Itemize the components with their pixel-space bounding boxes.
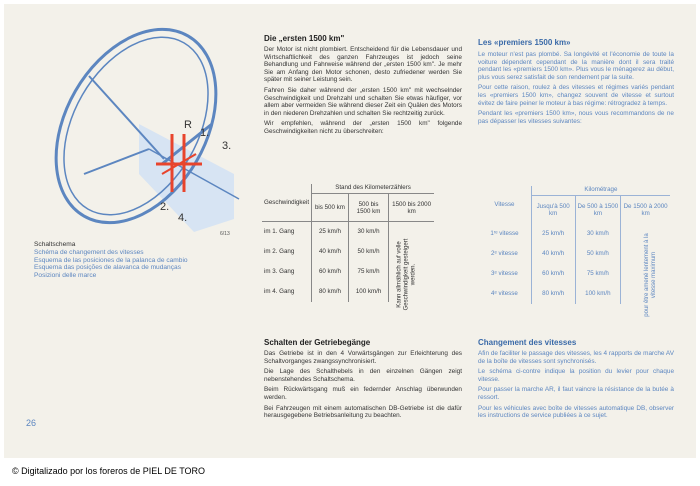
de-table-note: Kann allmählich auf volle Geschwindigkeit gesteigert werden. bbox=[396, 238, 417, 311]
page-number: 26 bbox=[26, 418, 37, 428]
caption-es: Esquema de las posiciones de la palanca de cambio bbox=[34, 256, 188, 264]
fr-speed-4-a: 80 km/h bbox=[531, 284, 575, 304]
figure-code: 6/13 bbox=[220, 231, 230, 236]
steering-wheel-illustration bbox=[44, 14, 244, 236]
fr-speed-3-b: 75 km/h bbox=[575, 264, 621, 284]
de-speed-2-b: 50 km/h bbox=[348, 242, 388, 262]
fr-shift-p2: Le schéma ci-contre indique la position du levier pour chaque vitesse. bbox=[478, 368, 674, 383]
fr-speed-4-b: 100 km/h bbox=[575, 284, 621, 304]
fr-speed-table bbox=[478, 186, 678, 326]
gear-label-2: 2. bbox=[160, 201, 170, 213]
footer-credit: © Digitalizado por los foreros de PIEL DE TORO bbox=[12, 466, 206, 476]
fr-shift-p4: Pour les véhicules avec boîte de vitesses automatique DB, observer les instructions de service publiées à ce sujet. bbox=[478, 404, 674, 420]
caption-fr: Schéma de changement des vitesses bbox=[34, 248, 144, 256]
table-row bbox=[478, 224, 670, 244]
gear-label-1: 1. bbox=[200, 127, 210, 139]
fr-first-title: Les «premiers 1500 km» bbox=[478, 38, 571, 47]
de-gear-3: im 3. Gang bbox=[262, 262, 312, 282]
de-speed-table bbox=[262, 184, 462, 324]
de-shift-p4: Bei Fahrzeugen mit einem automatischen DB-Getriebe ist die dafür herausgegebene Betriebsanleitung zu beachten. bbox=[264, 404, 462, 420]
de-speed-3-b: 75 km/h bbox=[348, 262, 388, 282]
de-gear-4: im 4. Gang bbox=[262, 282, 312, 302]
de-shift-section bbox=[264, 338, 462, 423]
fr-shift-p3: Pour passer la marche AR, il faut vaincre la résistance de la butée à ressort. bbox=[478, 386, 674, 401]
de-first-p3: Wir empfehlen, während der „ersten 1500 km" folgende Geschwindigkeiten nicht zu überschreiten: bbox=[264, 120, 462, 135]
fr-first-p1: Le moteur n'est pas plombé. Sa longévité et l'économie de toute la voiture dépendent cependant de la manière dont il sera traité pendant les «premiers 1500 km». Plus vous le ménagerez au début, plus vous serez satisfait de son rendement par la suite. bbox=[478, 51, 674, 81]
de-range-3: 1500 bis 2000 km bbox=[392, 200, 432, 215]
caption-de: Schaltschema bbox=[34, 241, 76, 248]
de-speed-1-b: 30 km/h bbox=[348, 222, 388, 242]
fr-shift-section bbox=[478, 338, 674, 423]
table-header-row bbox=[262, 184, 434, 194]
table-header-row bbox=[478, 186, 670, 196]
fr-group-header: Kilométrage bbox=[531, 186, 670, 196]
fr-gear-3: 3ᵉ vitesse bbox=[478, 264, 531, 284]
de-speed-2-a: 40 km/h bbox=[312, 242, 349, 262]
de-first-section bbox=[264, 34, 462, 139]
fr-shift-p1: Afin de faciliter le passage des vitesses, les 4 rapports de marche AV de la boîte de vitesses sont synchronisés. bbox=[478, 350, 674, 365]
fr-shift-title: Changement des vitesses bbox=[478, 338, 577, 347]
de-speed-1-a: 25 km/h bbox=[312, 222, 349, 242]
de-first-p1: Der Motor ist nicht plombiert. Entscheidend für die Lebensdauer und Wirtschaftlichkeit des ganzen Fahrzeuges ist jedoch seine Behandlung und Fahrweise während der „ersten 1500 km". Je mehr Sie am Anfang den Motor schonen, desto zufriedener werden Sie später mit seiner Leistung sein. bbox=[264, 46, 462, 84]
de-first-title: Die „ersten 1500 km" bbox=[264, 34, 345, 43]
fr-first-p3: Pendant les «premiers 1500 km», nous vous recommandons de ne pas dépasser les vitesses suivantes: bbox=[478, 110, 674, 125]
fr-gear-2: 2ᵉ vitesse bbox=[478, 244, 531, 264]
de-gear-2: im 2. Gang bbox=[262, 242, 312, 262]
fr-speed-1-a: 25 km/h bbox=[531, 224, 575, 244]
fr-range-3: De 1500 à 2000 km bbox=[623, 202, 668, 217]
steering-spoke bbox=[89, 76, 164, 159]
caption-it: Posizioni delle marce bbox=[34, 272, 97, 280]
figure-caption bbox=[34, 241, 194, 280]
de-gear-1: im 1. Gang bbox=[262, 222, 312, 242]
de-shift-p2: Die Lage des Schalthebels in den einzelnen Gängen zeigt nebenstehendes Schaltschema. bbox=[264, 368, 462, 383]
manual-page bbox=[4, 4, 696, 458]
fr-table-note: pour être amené lentement à la vitesse maximum bbox=[644, 233, 657, 317]
de-shift-title: Schalten der Getriebegänge bbox=[264, 338, 371, 347]
fr-speed-2-a: 40 km/h bbox=[531, 244, 575, 264]
fr-col-label: Vitesse bbox=[478, 186, 531, 224]
de-speed-4-a: 80 km/h bbox=[312, 282, 349, 302]
de-group-header: Stand des Kilometerzählers bbox=[312, 184, 434, 194]
de-col-label: Geschwindigkeit bbox=[262, 184, 312, 222]
de-first-p2: Fahren Sie daher während der „ersten 1500 km" mit wechselnder Geschwindigkeit und Drehzahl und schalten Sie etwas häufiger, vor allem aber vermeiden Sie während dieser Zeit ein Quälen des Motors in den niederen Drehzahlen und schalten Sie rechtzeitig zurück. bbox=[264, 86, 462, 117]
fr-gear-1: 1ʳᵉ vitesse bbox=[478, 224, 531, 244]
gear-label-3: 3. bbox=[222, 140, 232, 152]
fr-first-section bbox=[478, 38, 674, 128]
de-range-1: bis 500 km bbox=[312, 194, 349, 222]
fr-first-p2: Pour cette raison, roulez à des vitesses et régimes variés pendant les «premiers 1500 km», changez souvent de vitesse et surtout évitez de faire peiner le moteur à bas régime: rétrogradez à temps. bbox=[478, 84, 674, 107]
gear-label-r: R bbox=[184, 119, 192, 131]
fr-range-2: De 500 à 1500 km bbox=[575, 196, 621, 224]
de-shift-p1: Das Getriebe ist in den 4 Vorwärtsgängen zur Erleichterung des Schaltvorganges zwangssynchronisiert. bbox=[264, 350, 462, 365]
de-shift-p3: Beim Rückwärtsgang muß ein federnder Anschlag überwunden werden. bbox=[264, 386, 462, 401]
fr-speed-3-a: 60 km/h bbox=[531, 264, 575, 284]
fr-range-1: Jusqu'à 500 km bbox=[531, 196, 575, 224]
gear-label-4: 4. bbox=[178, 212, 188, 224]
de-speed-3-a: 60 km/h bbox=[312, 262, 349, 282]
fr-speed-2-b: 50 km/h bbox=[575, 244, 621, 264]
fr-gear-4: 4ᵉ vitesse bbox=[478, 284, 531, 304]
caption-pt: Esquema das posições de alavanca de mudanças bbox=[34, 264, 181, 272]
fr-speed-1-b: 30 km/h bbox=[575, 224, 621, 244]
de-range-2: 500 bis 1500 km bbox=[348, 194, 388, 222]
de-speed-4-b: 100 km/h bbox=[348, 282, 388, 302]
